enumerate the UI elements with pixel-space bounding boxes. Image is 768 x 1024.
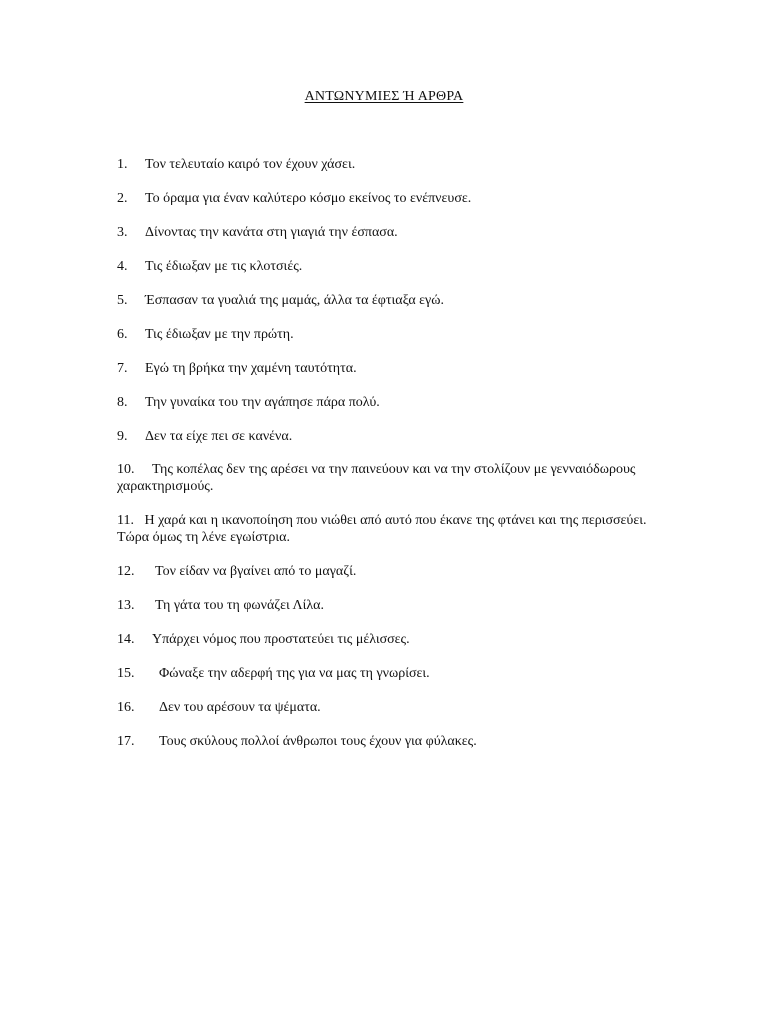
list-item — [117, 597, 647, 614]
list-item — [117, 512, 647, 546]
item-number: 4. — [117, 259, 128, 274]
item-number: 11. — [117, 513, 134, 528]
item-text: Τον τελευταίο καιρό τον έχουν χάσει. — [145, 157, 356, 172]
item-text: Φώναξε την αδερφή της για να μας τη γνωρίσει. — [159, 666, 430, 681]
item-number: 5. — [117, 293, 128, 308]
item-number: 9. — [117, 429, 128, 444]
item-number: 17. — [117, 734, 135, 749]
item-text: Τον είδαν να βγαίνει από το μαγαζί. — [155, 564, 357, 579]
item-text: Η χαρά και η ικανοποίηση που νιώθει από αυτό που έκανε της φτάνει και της περισσεύει. Τώρα όμως τη λένε εγωίστρια. — [117, 513, 647, 545]
item-text: Τις έδιωξαν με τις κλοτσιές. — [145, 259, 303, 274]
item-number: 3. — [117, 225, 128, 240]
item-text: Της κοπέλας δεν της αρέσει να την παινεύουν και να την στολίζουν με γενναιόδωρους χαρακτηρισμούς. — [117, 462, 636, 494]
item-text: Δίνοντας την κανάτα στη γιαγιά την έσπασα. — [145, 225, 398, 240]
item-text: Δεν του αρέσουν τα ψέματα. — [159, 700, 321, 715]
item-text: Τη γάτα του τη φωνάζει Λίλα. — [155, 598, 325, 613]
item-text: Τις έδιωξαν με την πρώτη. — [145, 327, 294, 342]
item-number: 14. — [117, 632, 135, 647]
list-item — [117, 563, 647, 580]
list-item — [117, 665, 647, 682]
item-number: 16. — [117, 700, 135, 715]
item-text: Έσπασαν τα γυαλιά της μαμάς, άλλα τα έφτιαξα εγώ. — [145, 293, 444, 308]
list-item — [117, 224, 647, 241]
item-text: Το όραμα για έναν καλύτερο κόσμο εκείνος το ενέπνευσε. — [145, 191, 472, 206]
list-item — [117, 258, 647, 275]
item-text: Εγώ τη βρήκα την χαμένη ταυτότητα. — [145, 361, 357, 376]
item-text: Την γυναίκα του την αγάπησε πάρα πολύ. — [145, 395, 380, 410]
item-text: Υπάρχει νόμος που προστατεύει τις μέλισσες. — [152, 632, 410, 647]
list-item — [117, 733, 647, 750]
item-number: 12. — [117, 564, 135, 579]
list-item — [117, 326, 647, 343]
list-item — [117, 394, 647, 411]
list-item — [117, 292, 647, 309]
page-title: ΑΝΤΩΝΥΜΙΕΣ Ή ΑΡΘΡΑ — [304, 89, 464, 104]
list-item — [117, 461, 647, 495]
list-item — [117, 631, 647, 648]
list-item — [117, 190, 647, 207]
item-number: 15. — [117, 666, 135, 681]
item-text: Τους σκύλους πολλοί άνθρωποι τους έχουν για φύλακες. — [159, 734, 477, 749]
item-number: 2. — [117, 191, 128, 206]
item-number: 10. — [117, 462, 135, 477]
item-number: 6. — [117, 327, 128, 342]
list-item — [117, 360, 647, 377]
list-item — [117, 428, 647, 445]
item-text: Δεν τα είχε πει σε κανένα. — [145, 429, 293, 444]
item-number: 7. — [117, 361, 128, 376]
item-number: 8. — [117, 395, 128, 410]
list-item — [117, 156, 647, 173]
list-item — [117, 699, 647, 716]
item-number: 1. — [117, 157, 128, 172]
item-number: 13. — [117, 598, 135, 613]
